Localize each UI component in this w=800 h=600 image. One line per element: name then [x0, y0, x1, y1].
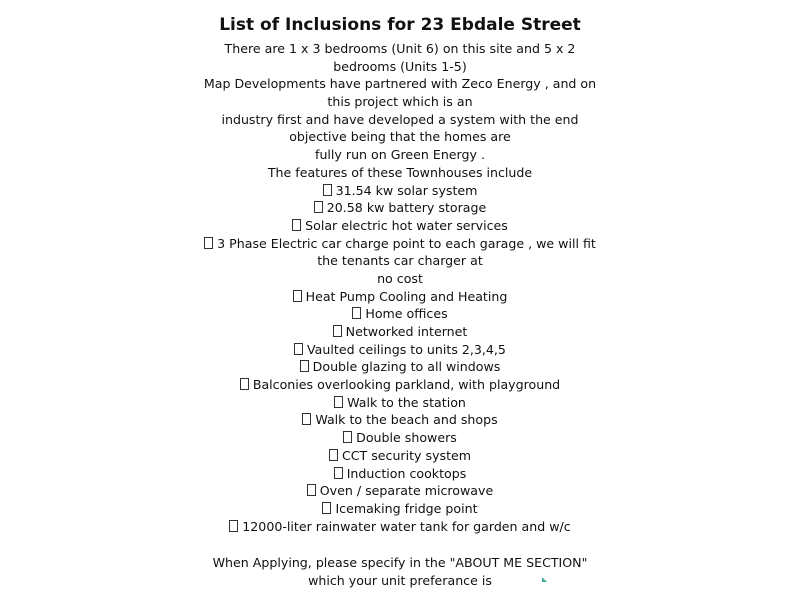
feature-text: Solar electric hot water services	[305, 217, 508, 233]
missing-glyph-box-icon	[314, 201, 323, 213]
intro-line: this project which is an	[327, 94, 473, 110]
intro-line: The features of these Townhouses include	[267, 164, 533, 180]
page-title: List of Inclusions for 23 Ebdale Street	[219, 15, 581, 35]
feature-text: 12000-liter rainwater water tank for garden and w/c	[242, 518, 571, 534]
feature-continuation: no cost	[377, 270, 423, 286]
feature-item	[150, 341, 650, 359]
feature-text: Walk to the station	[347, 394, 466, 410]
footer-line: When Applying, please specify in the "ABOUT ME SECTION"	[212, 555, 588, 570]
missing-glyph-box-icon	[322, 502, 331, 514]
feature-text: Oven / separate microwave	[319, 483, 494, 499]
feature-text: CCT security system	[341, 447, 472, 463]
missing-glyph-box-icon	[307, 484, 316, 496]
footer-line: which your unit preferance is	[308, 572, 492, 588]
feature-text: Balconies overlooking parkland, with playground	[252, 377, 561, 393]
feature-item	[150, 500, 650, 518]
feature-item	[150, 411, 650, 429]
feature-item	[150, 305, 650, 323]
missing-glyph-box-icon	[204, 237, 213, 249]
intro-line: bedrooms (Units 1-5)	[333, 58, 467, 74]
feature-item	[150, 288, 650, 306]
missing-glyph-box-icon	[300, 360, 309, 372]
missing-glyph-box-icon	[302, 413, 311, 425]
feature-text: Vaulted ceilings to units 2,3,4,5	[307, 341, 506, 357]
feature-item	[150, 518, 650, 536]
feature-item	[150, 323, 650, 341]
feature-item	[150, 465, 650, 483]
feature-item	[150, 235, 650, 253]
missing-glyph-box-icon	[333, 325, 342, 337]
intro-line: objective being that the homes are	[289, 129, 511, 145]
intro-line: fully run on Green Energy .	[315, 147, 485, 163]
feature-text: 31.54 kw solar system	[335, 182, 478, 198]
missing-glyph-box-icon	[334, 467, 343, 479]
feature-text: Heat Pump Cooling and Heating	[305, 288, 508, 304]
feature-text: Double showers	[356, 430, 457, 446]
feature-text: Networked internet	[345, 324, 468, 339]
missing-glyph-box-icon	[294, 343, 303, 355]
missing-glyph-box-icon	[352, 307, 361, 319]
feature-item	[150, 376, 650, 394]
feature-item	[150, 394, 650, 412]
missing-glyph-box-icon	[240, 378, 249, 390]
feature-text: 3 Phase Electric car charge point to each garage , we will fit	[217, 235, 596, 251]
feature-item	[150, 358, 650, 376]
feature-text: Home offices	[365, 306, 448, 322]
intro-line: industry first and have developed a system with the end	[221, 111, 579, 127]
feature-item	[150, 429, 650, 447]
feature-item	[150, 482, 650, 500]
feature-item	[150, 182, 650, 200]
feature-item	[150, 447, 650, 465]
feature-item	[150, 199, 650, 217]
feature-text: Walk to the beach and shops	[315, 412, 498, 428]
missing-glyph-box-icon	[292, 219, 301, 231]
feature-continuation: the tenants car charger at	[317, 253, 483, 269]
feature-text: Induction cooktops	[346, 465, 467, 481]
corner-triangle-icon	[542, 577, 547, 582]
intro-line: Map Developments have partnered with Zeco Energy , and on	[203, 76, 597, 92]
feature-item	[150, 217, 650, 235]
feature-text: Icemaking fridge point	[335, 500, 478, 516]
missing-glyph-box-icon	[229, 520, 238, 532]
missing-glyph-box-icon	[323, 184, 332, 196]
missing-glyph-box-icon	[293, 290, 302, 302]
feature-text: Double glazing to all windows	[312, 359, 501, 375]
application-note	[150, 554, 650, 589]
feature-text: 20.58 kw battery storage	[326, 200, 487, 216]
missing-glyph-box-icon	[343, 431, 352, 443]
missing-glyph-box-icon	[334, 396, 343, 408]
missing-glyph-box-icon	[329, 449, 338, 461]
inclusions-body	[150, 40, 650, 535]
intro-line: There are 1 x 3 bedrooms (Unit 6) on this site and 5 x 2	[224, 41, 576, 56]
